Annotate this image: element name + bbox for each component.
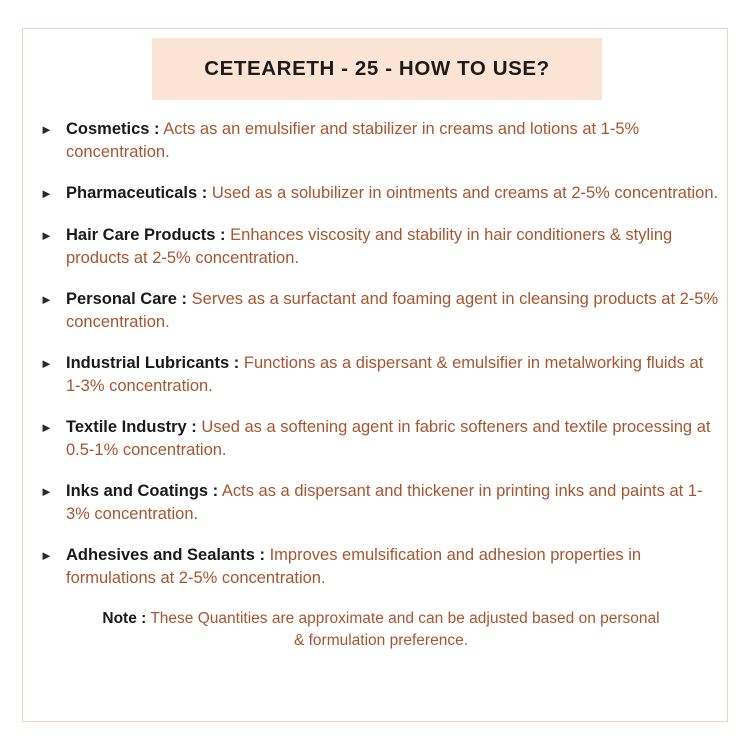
list-item (40, 544, 722, 589)
usage-list (40, 118, 722, 652)
list-item-text (66, 544, 722, 589)
list-item-label: Adhesives and Sealants : (66, 546, 265, 564)
list-item-label: Hair Care Products : (66, 226, 226, 244)
note-label: Note : (102, 610, 147, 627)
list-item (40, 288, 722, 333)
note-block (40, 608, 722, 652)
list-item-description: Acts as an emulsifier and stabilizer in creams and lotions at 1-5% concentration. (66, 120, 640, 161)
list-item-description: Used as a softening agent in fabric softeners and textile processing at 0.5-1% concentration. (66, 418, 711, 459)
list-item-text (66, 416, 722, 461)
list-item-label: Personal Care : (66, 290, 188, 308)
arrow-bullet-icon: ► (40, 292, 53, 307)
page-title-banner (152, 38, 602, 100)
list-item (40, 182, 722, 205)
list-item-description: Functions as a dispersant & emulsifier in metalworking fluids at 1-3% concentration. (66, 354, 704, 395)
list-item-label: Cosmetics : (66, 120, 160, 138)
list-item-text (66, 224, 722, 269)
arrow-bullet-icon: ► (40, 186, 53, 201)
page-title: CETEARETH - 25 - HOW TO USE? (204, 57, 550, 80)
list-item-description: Enhances viscosity and stability in hair conditioners & styling products at 2-5% concentration. (66, 226, 673, 267)
list-item (40, 416, 722, 461)
list-item-label: Pharmaceuticals : (66, 184, 208, 202)
list-item-description: Improves emulsification and adhesion properties in formulations at 2-5% concentration. (66, 546, 642, 587)
list-item (40, 224, 722, 269)
list-item (40, 118, 722, 163)
arrow-bullet-icon: ► (40, 548, 53, 563)
list-item-text (66, 182, 722, 205)
arrow-bullet-icon: ► (40, 122, 53, 137)
list-item-label: Textile Industry : (66, 418, 197, 436)
list-item-label: Inks and Coatings : (66, 482, 219, 500)
list-item-text (66, 352, 722, 397)
arrow-bullet-icon: ► (40, 356, 53, 371)
arrow-bullet-icon: ► (40, 420, 53, 435)
note-text: These Quantities are approximate and can be adjusted based on personal & formulation preference. (150, 610, 660, 649)
list-item-text (66, 288, 722, 333)
list-item-description: Used as a solubilizer in ointments and creams at 2-5% concentration. (211, 184, 719, 202)
arrow-bullet-icon: ► (40, 484, 53, 499)
list-item-text (66, 480, 722, 525)
list-item (40, 352, 722, 397)
list-item-text (66, 118, 722, 163)
list-item-description: Serves as a surfactant and foaming agent in cleansing products at 2-5% concentration. (66, 290, 719, 331)
list-item-description: Acts as a dispersant and thickener in printing inks and paints at 1-3% concentration. (66, 482, 703, 523)
list-item (40, 480, 722, 525)
arrow-bullet-icon: ► (40, 228, 53, 243)
list-item-label: Industrial Lubricants : (66, 354, 240, 372)
